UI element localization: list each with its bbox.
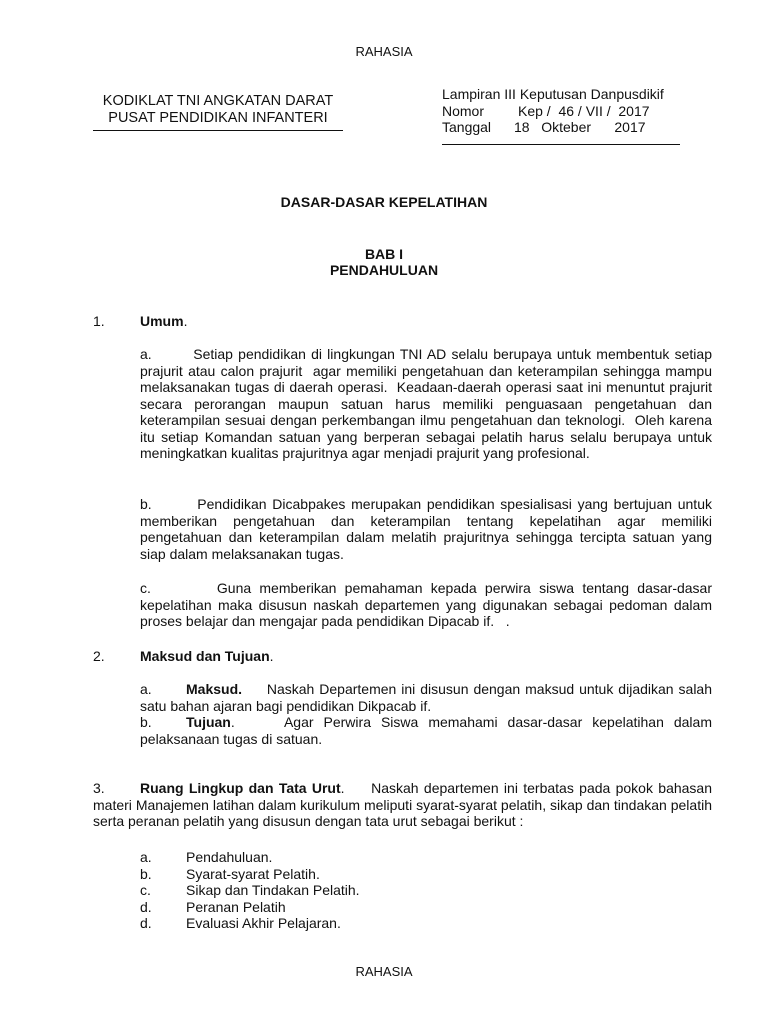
- decree-line-1: Lampiran III Keputusan Danpusdikif: [442, 86, 664, 102]
- list-item-label: Sikap dan Tindakan Pelatih.: [186, 882, 360, 898]
- list-item-letter: a.: [140, 849, 152, 865]
- decree-underline: [442, 144, 680, 145]
- list-item: [140, 882, 360, 899]
- section-2-item-b: [140, 714, 712, 747]
- chapter-number: BAB I: [364, 246, 404, 262]
- section-1-number: 1.: [93, 313, 105, 329]
- institution-block: [93, 93, 343, 126]
- list-item-letter: b.: [140, 865, 152, 882]
- classification-bottom: RAHASIA: [355, 964, 413, 979]
- section-3-paragraph: [93, 780, 712, 830]
- nomor-label: Nomor: [442, 102, 485, 119]
- section-2-item-a-label: Maksud.: [186, 681, 243, 697]
- chapter-name: PENDAHULUAN: [329, 262, 439, 278]
- list-item: [140, 849, 360, 866]
- institution-line-2: PUSAT PENDIDIKAN INFANTERI: [108, 109, 328, 126]
- tanggal-label: Tanggal: [442, 119, 492, 135]
- list-item: [140, 915, 360, 932]
- classification-top: RAHASIA: [355, 44, 413, 59]
- section-1-heading-suffix: .: [183, 313, 188, 329]
- section-1-paragraph-a: a. Setiap pendidikan di lingkungan TNI AD selalu berupaya untuk membentuk setiap prajurit atau calon prajurit agar memiliki pengetahuan dan keterampilan sehingga mampu melaksanakan tugas di daerah operasi. Keadaan-daerah operasi saat ini menuntut prajurit secara perorangan maupun satuan harus memiliki penguasaan pengetahuan dan keterampilan sesuai dengan perkembangan ilmu pengetahuan dan teknologi. Oleh karena itu setiap Komandan satuan yang berperan sebagai pelatih harus selalu berupaya untuk meningkatkan kualitas prajuritnya agar menjadi prajurit yang profesional.: [140, 346, 716, 461]
- section-2-item-b-text: Agar Perwira Siswa memahami dasar-dasar kepelatihan dalam pelaksanaan tugas di satuan.: [140, 714, 712, 747]
- section-2-item-a-text: Naskah Departemen ini disusun dengan maksud untuk dijadikan salah satu bahan ajaran bagi pendidikan Dikpacab if.: [140, 681, 712, 714]
- document-title: DASAR-DASAR KEPELATIHAN: [280, 194, 488, 210]
- section-2-item-a: [140, 681, 712, 714]
- tanggal-value: 18 Okteber 2017: [514, 119, 646, 135]
- section-1-heading: Umum: [140, 313, 184, 329]
- section-2-heading-suffix: .: [269, 648, 274, 664]
- section-2-item-b-label-suffix: .: [230, 714, 235, 730]
- section-2-item-a-letter: a.: [140, 681, 152, 697]
- nomor-value: Kep / 46 / VII / 2017: [518, 102, 650, 119]
- section-3-text: Naskah departemen ini terbatas pada pokok bahasan materi Manajemen latihan dalam kurikulum meliputi syarat-syarat pelatih, sikap dan tindakan pelatih serta peranan pelatih yang disusun dengan tata urut sebagai berikut :: [93, 780, 712, 829]
- section-2-item-b-letter: b.: [140, 714, 152, 730]
- section-2-heading: Maksud dan Tujuan: [140, 648, 270, 664]
- section-2-item-b-label: Tujuan: [186, 714, 231, 730]
- section-3-number: 3.: [93, 780, 105, 796]
- list-item-label: Peranan Pelatih: [186, 898, 286, 915]
- list-item-letter: d.: [140, 898, 152, 915]
- institution-underline: [93, 130, 343, 131]
- section-1-paragraph-b: b. Pendidikan Dicabpakes merupakan pendidikan spesialisasi yang bertujuan untuk memberikan pengetahuan dan keterampilan tentang kepelatihan agar memiliki pengetahuan dan keterampilan dalam melatih prajuritnya sehingga tercipta satuan yang siap dalam melaksanakan tugas.: [140, 496, 716, 562]
- section-3-heading: Ruang Lingkup dan Tata Urut: [140, 780, 341, 796]
- section-3-list: [140, 849, 360, 932]
- section-2-heading-wrap: [140, 648, 274, 665]
- list-item: [140, 899, 360, 916]
- list-item-letter: d.: [140, 915, 152, 931]
- list-item-label: Syarat-syarat Pelatih.: [186, 865, 320, 882]
- section-1-paragraph-c: c. Guna memberikan pemahaman kepada perwira siswa tentang dasar-dasar kepelatihan maka disusun naskah departemen yang digunakan sebagai pedoman dalam proses belajar dan mengajar pada pendidikan Dipacab if. .: [140, 580, 716, 629]
- section-2-number: 2.: [93, 648, 105, 664]
- section-1-heading-wrap: [140, 313, 187, 330]
- decree-block: [442, 86, 702, 136]
- list-item-label: Evaluasi Akhir Pelajaran.: [186, 915, 341, 931]
- institution-line-1: KODIKLAT TNI ANGKATAN DARAT: [102, 93, 334, 109]
- section-3-heading-suffix: .: [340, 780, 345, 796]
- list-item-letter: c.: [140, 882, 151, 898]
- list-item-label: Pendahuluan.: [186, 849, 273, 865]
- list-item: [140, 866, 360, 883]
